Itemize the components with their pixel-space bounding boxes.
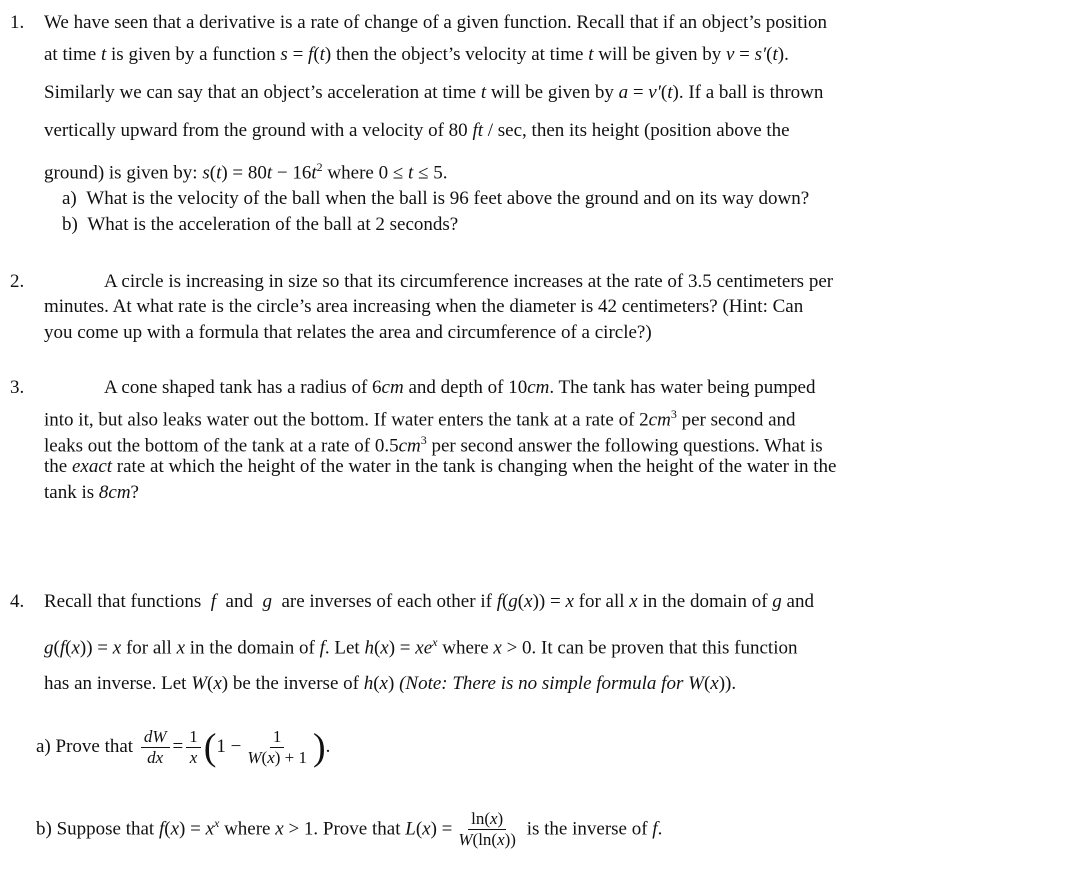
- q1-number: 1.: [10, 12, 25, 33]
- q4-number: 4.: [10, 591, 25, 612]
- dw-dx-fraction: $\frac{dW}{dx}$: [141, 727, 170, 768]
- q1-line4: vertically upward from the ground with a velocity of 80 ft / sec, then its height (position above the: [44, 120, 790, 141]
- q1-line1: We have seen that a derivative is a rate of change of a given function. Recall that if an object’s position: [44, 12, 827, 33]
- q3-line4: the exact rate at which the height of the water in the tank is changing when the height of the water in the: [44, 456, 837, 477]
- q4-line2: g(f(x)) = x for all x in the domain of f. Let $h(x) = xe^x$ where x > 0. It can be proven that this function: [44, 635, 798, 659]
- q2-line2: minutes. At what rate is the circle’s area increasing when the diameter is 42 centimeters? (Hint: Can: [44, 296, 804, 317]
- q1-part-b: b) What is the acceleration of the ball at 2 seconds?: [62, 214, 459, 235]
- q4-line3: has an inverse. Let W(x) be the inverse of h(x) (Note: There is no simple formula for W(x)).: [44, 673, 737, 694]
- q1-line2: at time t is given by a function s = f(t) then the object’s velocity at time t will be given by v = s′(t).: [44, 44, 789, 65]
- q4-part-b: b) Suppose that $f(x) = x^x$ where x > 1. Prove that L(x) = $\frac{\ln(x)}{W(\ln(x))}$ is the inverse of f.: [36, 809, 663, 850]
- q3-line1: A cone shaped tank has a radius of 6cm and depth of 10cm. The tank has water being pumped: [104, 377, 816, 398]
- q1-line3: Similarly we can say that an object’s acceleration at time t will be given by a = v′(t). If a ball is thrown: [44, 82, 824, 103]
- q3-number: 3.: [10, 377, 25, 398]
- q4-line1: Recall that functions f and g are inverses of each other if f(g(x)) = x for all x in the domain of g and: [44, 591, 814, 612]
- q2-number: 2.: [10, 271, 25, 292]
- q3-line3: leaks out the bottom of the tank at a rate of $0.5cm^3$ per second answer the following questions. What is: [44, 433, 823, 457]
- q3-line5: tank is 8cm?: [44, 482, 139, 503]
- q4-part-a: a) Prove that $\frac{dW}{dx}$ = $\frac{1}{x}$ (1 − $\frac{1}{W(x) + 1}$ ).: [36, 726, 331, 769]
- q1-line5: ground) is given by: $s(t) = 80t - 16t^2$ where 0 ≤ t ≤ 5.: [44, 160, 448, 184]
- q3-line2: into it, but also leaks water out the bottom. If water enters the tank at a rate of $2cm^3$ per second and: [44, 407, 796, 431]
- q2-line3: you come up with a formula that relates the area and circumference of a circle?): [44, 322, 652, 343]
- q2-line1: A circle is increasing in size so that its circumference increases at the rate of 3.5 centimeters per: [104, 271, 834, 292]
- q1-part-a: a) What is the velocity of the ball when the ball is 96 feet above the ground and on its way down?: [62, 188, 810, 209]
- l-x-fraction: $\frac{\ln(x)}{W(\ln(x))}$: [458, 809, 516, 850]
